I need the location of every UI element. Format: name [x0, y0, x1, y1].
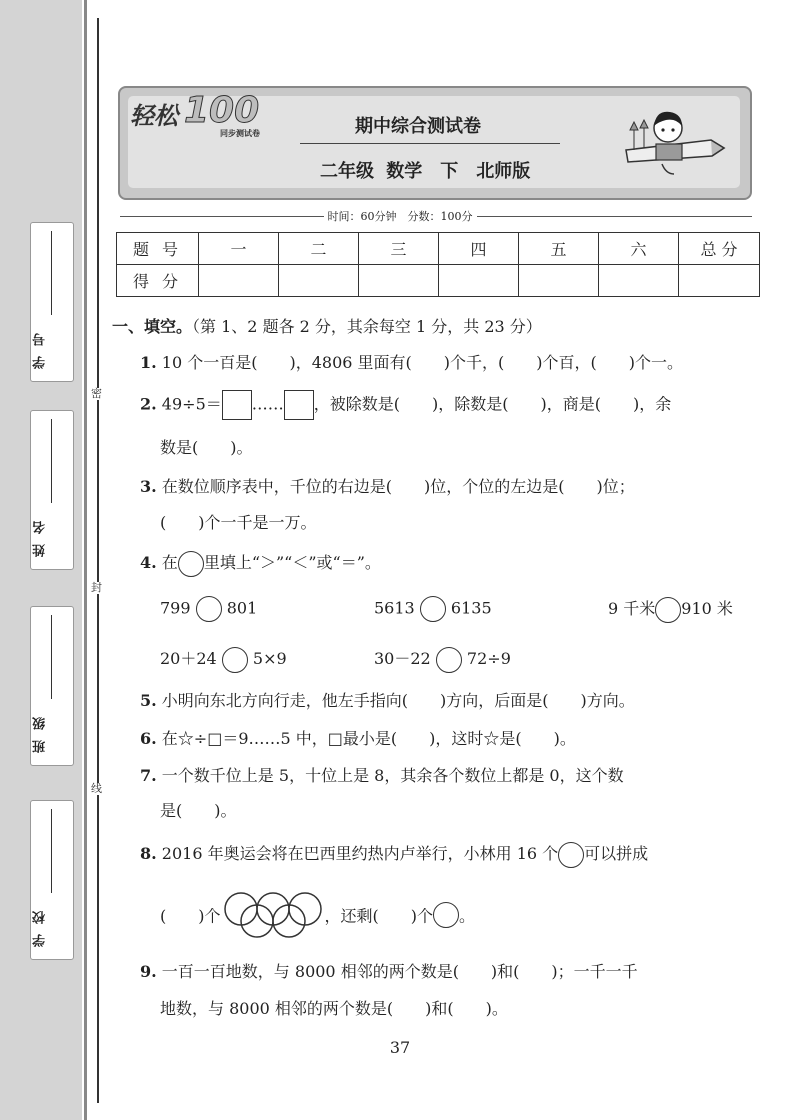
compare-item	[160, 596, 257, 622]
question-number: 5.	[140, 691, 157, 710]
time-info: 时间：60分钟 分数：100分	[324, 210, 477, 223]
answer-box[interactable]	[284, 390, 314, 420]
question-number: 7.	[140, 766, 157, 785]
question-number: 9.	[140, 962, 157, 981]
table-header-cell: 六	[599, 233, 679, 265]
table-header-cell: 题 号	[117, 233, 199, 265]
compare-right: 6135	[450, 598, 492, 618]
question-number: 2.	[140, 394, 157, 414]
question-number: 4.	[140, 553, 157, 572]
margin-rule	[84, 0, 87, 1120]
answer-box[interactable]	[222, 390, 252, 420]
test-title: 期中综合测试卷	[355, 116, 481, 137]
fill-line	[51, 615, 52, 699]
question-text: 10 个一百是( )，4806 里面有( )个千，( )个百，( )个一。	[161, 353, 683, 372]
score-cell[interactable]	[359, 265, 439, 297]
table-header-cell: 总 分	[679, 233, 760, 265]
compare-left: 799	[160, 598, 191, 618]
compare-left: 20＋24	[160, 649, 217, 668]
name-field[interactable]	[30, 410, 74, 570]
compare-right: 5×9	[252, 649, 287, 668]
question-text: 小明向东北方向行走，他左手指向( )方向，后面是( )方向。	[161, 691, 635, 710]
question-8	[140, 841, 648, 868]
olympic-rings-icon	[221, 891, 325, 939]
seal-line	[97, 18, 99, 1103]
question-2-cont: 数是( )。	[160, 438, 253, 457]
name-label: 姓名	[33, 511, 48, 557]
question-text: 2016 年奥运会将在巴西里约热内卢举行，小林用 16 个	[161, 844, 559, 863]
question-3	[140, 474, 635, 497]
table-header-cell: 三	[359, 233, 439, 265]
fill-line	[51, 231, 52, 315]
section-heading	[112, 314, 542, 337]
compare-circle[interactable]	[222, 647, 248, 673]
question-3-cont: ( )个一千是一万。	[160, 513, 317, 532]
score-cell[interactable]	[199, 265, 279, 297]
seal-char: 线	[91, 782, 102, 795]
question-text: ……	[251, 394, 284, 414]
question-number: 1.	[140, 353, 157, 372]
compare-left: 30－22	[374, 649, 431, 668]
question-text: 一百一百地数，与 8000 相邻的两个数是( )和( )；一千一千	[161, 962, 638, 981]
school-label: 学校	[33, 901, 48, 947]
question-8-cont	[160, 891, 475, 939]
score-cell[interactable]	[599, 265, 679, 297]
compare-item	[160, 646, 287, 673]
question-number: 3.	[140, 477, 157, 496]
question-4	[140, 550, 381, 577]
question-text: ，还剩( )个	[324, 906, 433, 926]
section-instruction: （第 1、2 题各 2 分，其余每空 1 分，共 23 分）	[192, 317, 542, 336]
compare-circle[interactable]	[420, 596, 446, 622]
logo-text: 轻松	[130, 102, 178, 130]
compare-left: 5613	[374, 598, 415, 618]
score-cell[interactable]	[679, 265, 760, 297]
test-subtitle: 二年级 数学 下 北师版	[320, 161, 531, 182]
table-row	[117, 265, 760, 297]
time-info-wrap	[0, 208, 800, 224]
fill-line	[51, 809, 52, 893]
table-header-cell: 四	[439, 233, 519, 265]
question-9-cont: 地数，与 8000 相邻的两个数是( )和( )。	[160, 999, 508, 1018]
section-number: 一、	[112, 317, 145, 336]
question-text: 在☆÷□＝9……5 中，□最小是( )，这时☆是( )。	[161, 729, 576, 748]
title-divider	[300, 143, 560, 144]
question-7	[140, 763, 624, 786]
question-text: 49÷5＝	[161, 394, 222, 414]
circle-icon	[433, 902, 459, 928]
question-text: 里填上“＞”“＜”或“＝”。	[203, 553, 381, 572]
score-cell[interactable]	[519, 265, 599, 297]
class-label: 班级	[33, 707, 48, 753]
question-number: 6.	[140, 729, 157, 748]
question-5	[140, 688, 635, 711]
school-field[interactable]	[30, 800, 74, 960]
compare-circle[interactable]	[196, 596, 222, 622]
question-1	[140, 350, 683, 373]
compare-right: 910 米	[681, 599, 733, 618]
table-header-cell: 二	[279, 233, 359, 265]
question-7-cont: 是( )。	[160, 801, 237, 820]
question-text: 一个数千位上是 5，十位上是 8，其余各个数位上都是 0，这个数	[161, 766, 624, 785]
question-text: 在	[161, 553, 178, 572]
question-2	[140, 390, 671, 420]
seal-char: 密	[91, 387, 102, 400]
question-text: 可以拼成	[584, 844, 649, 863]
question-text: 。	[459, 906, 476, 926]
logo-subtitle: 同步测试卷	[220, 128, 260, 138]
score-cell[interactable]	[279, 265, 359, 297]
score-cell[interactable]	[439, 265, 519, 297]
section-title: 填空。	[144, 317, 193, 336]
compare-left: 9 千米	[608, 599, 656, 618]
question-9	[140, 959, 638, 982]
question-text: 在数位顺序表中，千位的右边是( )位，个位的左边是( )位；	[161, 477, 635, 496]
table-header-cell: 五	[519, 233, 599, 265]
compare-item	[608, 596, 733, 623]
question-text: ，被除数是( )，除数是( )，商是( )，余	[313, 394, 672, 414]
logo-number: 100	[184, 90, 260, 131]
student-id-field[interactable]	[30, 222, 74, 382]
circle-icon	[178, 551, 204, 577]
reading-boy-icon	[616, 100, 734, 180]
compare-item	[374, 596, 492, 622]
seal-char: 封	[91, 581, 102, 594]
table-header-cell: 一	[199, 233, 279, 265]
class-field[interactable]	[30, 606, 74, 766]
compare-right: 801	[226, 598, 258, 618]
score-table	[116, 232, 760, 297]
question-number: 8.	[140, 844, 157, 863]
page-number: 37	[389, 1038, 411, 1057]
score-row-label: 得 分	[117, 265, 199, 297]
fill-line	[51, 419, 52, 503]
question-6	[140, 726, 576, 749]
question-text: ( )个	[160, 906, 221, 926]
compare-item	[374, 646, 511, 673]
compare-circle[interactable]	[655, 597, 681, 623]
circle-icon	[558, 842, 584, 868]
table-row	[117, 233, 760, 265]
compare-right: 72÷9	[466, 649, 511, 668]
student-id-label: 学号	[33, 323, 48, 369]
compare-circle[interactable]	[436, 647, 462, 673]
